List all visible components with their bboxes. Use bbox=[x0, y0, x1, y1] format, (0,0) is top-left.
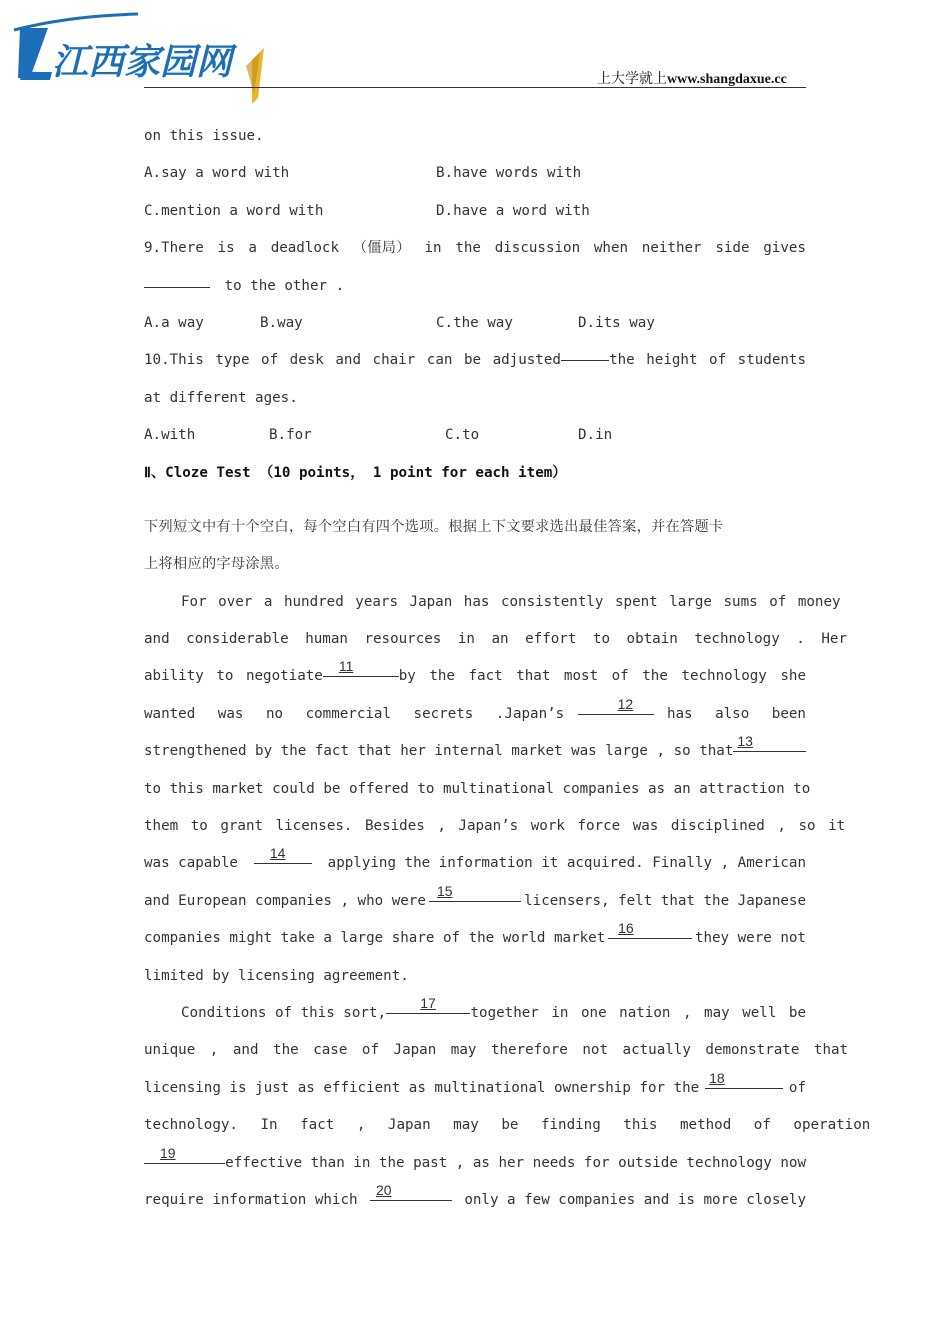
blank-19: 19 bbox=[144, 1143, 225, 1164]
blank-12: 12 bbox=[578, 694, 654, 715]
q8-option-d: D.have a word with bbox=[436, 202, 590, 219]
passage-line: companies might take a large share of the world market 16 they were not bbox=[144, 920, 806, 947]
instruction-line-2: 上将相应的字母涂黑。 bbox=[144, 556, 289, 573]
q10-option-b: B.for bbox=[269, 427, 312, 444]
q9-tail: to the other . bbox=[144, 268, 806, 305]
q10-options bbox=[144, 417, 806, 454]
q9-option-d: D.its way bbox=[578, 314, 655, 331]
blank-20: 20 bbox=[370, 1180, 452, 1201]
passage-line: unique , and the case of Japan may therefore not actually demonstrate that bbox=[144, 1042, 849, 1059]
passage-line: technology. In fact , Japan may be finding this method of operation bbox=[144, 1117, 871, 1134]
site-logo bbox=[8, 8, 268, 104]
passage-line: require information which 20 only a few companies and is more closely bbox=[144, 1181, 806, 1208]
passage-line: them to grant licenses. Besides , Japan’s work force was disciplined , so it bbox=[144, 818, 846, 835]
document-body bbox=[144, 118, 871, 1219]
passage-line: and considerable human resources in an effort to obtain technology . Her bbox=[144, 631, 847, 648]
q8-tail: on this issue. bbox=[144, 128, 264, 144]
blank-18: 18 bbox=[705, 1068, 783, 1089]
q9-option-c: C.the way bbox=[436, 314, 513, 331]
q8-option-a: A.say a word with bbox=[144, 165, 290, 182]
passage-line: 19 effective than in the past , as her needs for outside technology now bbox=[144, 1145, 806, 1182]
q8-option-b: B.have words with bbox=[436, 165, 582, 182]
q9-blank bbox=[144, 267, 210, 288]
q10-stem: 10.This type of desk and chair can be adjusted the height of students bbox=[144, 342, 806, 379]
logo-text: 江西家园网 bbox=[52, 42, 233, 83]
blank-14: 14 bbox=[254, 843, 312, 864]
passage-line: For over a hundred years Japan has consistently spent large sums of money bbox=[181, 593, 841, 610]
passage-line: was capable 14 applying the information it acquired. Finally , American bbox=[144, 845, 806, 872]
blank-13: 13 bbox=[733, 731, 806, 752]
q10-tail: at different ages. bbox=[144, 389, 298, 406]
q8-options-ab bbox=[144, 155, 806, 192]
q9-options bbox=[144, 305, 806, 342]
passage-line: ability to negotiate 11 by the fact that most of the technology she bbox=[144, 658, 806, 685]
blank-17: 17 bbox=[386, 993, 470, 1014]
site-url[interactable]: www.shangdaxue.cc bbox=[667, 72, 787, 87]
section-heading: Ⅱ、Cloze Test （10 points， 1 point for each item） bbox=[144, 464, 567, 481]
passage-line: limited by licensing agreement. bbox=[144, 967, 409, 984]
instruction-line-1: 下列短文中有十个空白，每个空白有四个选项。根据上下文要求选出最佳答案，并在答题卡 bbox=[144, 518, 724, 535]
q8-options-cd bbox=[144, 193, 806, 230]
q8-option-c: C.mention a word with bbox=[144, 202, 324, 219]
q10-option-d: D.in bbox=[578, 427, 613, 444]
passage-line: licensing is just as efficient as multinational ownership for the 18 of bbox=[144, 1069, 806, 1096]
passage-line: strengthened by the fact that her internal market was large , so that 13 bbox=[144, 733, 806, 770]
passage-line: and European companies , who were 15 licensers, felt that the Japanese bbox=[144, 882, 806, 909]
q9-stem: 9.There is a deadlock （僵局） in the discussion when neither side gives bbox=[144, 240, 806, 257]
q10-option-c: C.to bbox=[445, 427, 480, 444]
passage-line: to this market could be offered to multinational companies as an attraction to bbox=[144, 780, 811, 797]
passage-line: Conditions of this sort, 17 together in one nation , may well be bbox=[181, 994, 806, 1021]
q10-option-a: A.with bbox=[144, 427, 196, 444]
q9-option-b: B.way bbox=[260, 314, 303, 331]
q9-option-a: A.a way bbox=[144, 314, 204, 331]
site-prefix: 上大学就上 bbox=[597, 72, 667, 87]
blank-16: 16 bbox=[608, 918, 692, 939]
blank-15: 15 bbox=[429, 881, 521, 902]
passage-line: wanted was no commercial secrets .Japan’s 12 has also been bbox=[144, 695, 806, 722]
site-banner bbox=[597, 68, 787, 88]
header-divider bbox=[144, 87, 806, 88]
blank-11: 11 bbox=[323, 656, 399, 677]
q10-blank bbox=[561, 340, 609, 361]
